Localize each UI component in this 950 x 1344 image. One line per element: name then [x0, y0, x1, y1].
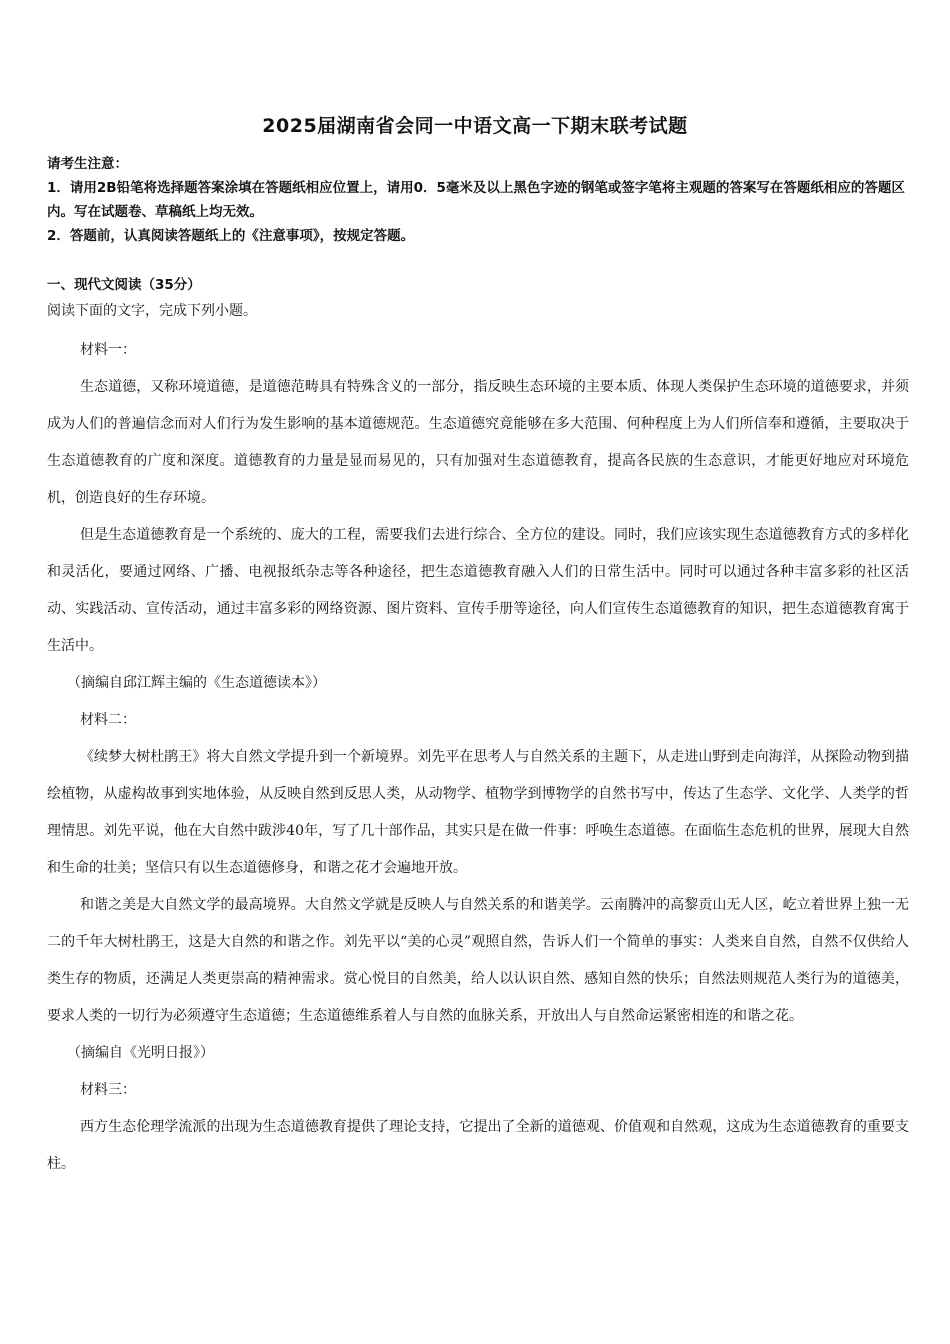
- reading-instruction: 阅读下面的文字，完成下列小题。: [47, 303, 257, 319]
- candidate-notice: [47, 152, 907, 248]
- notice-item-2: 2．答题前，认真阅读答题纸上的《注意事项》，按规定答题。: [47, 228, 415, 244]
- material-2-source: （摘编自《光明日报》）: [67, 1045, 214, 1061]
- reading-passage: [47, 298, 909, 1183]
- exam-title: 2025届湖南省会同一中语文高一下期末联考试题: [262, 115, 688, 137]
- material-2-paragraph-1: 《续梦大树杜鹃王》将大自然文学提升到一个新境界。刘先平在思考人与自然关系的主题下，从走进山野到走向海洋，从探险动物到描绘植物，从虚构故事到实地体验，从反映自然到反思人类，从动物学、植物学到博物学的自然书写中，传达了生态学、文化学、人类学的哲理情思。刘先平说，他在大自然中跋涉40年，写了几十部作品，其实只是在做一件事：呼唤生态道德。在面临生态危机的世界，展现大自然和生命的壮美；坚信只有以生态道德修身，和谐之花才会遍地开放。: [47, 749, 909, 876]
- material-1-source: （摘编自邱江辉主编的《生态道德读本》）: [67, 675, 326, 691]
- material-1-label: 材料一：: [80, 342, 136, 358]
- notice-heading: 请考生注意：: [47, 156, 128, 172]
- material-1-paragraph-2: 但是生态道德教育是一个系统的、庞大的工程，需要我们去进行综合、全方位的建设。同时，我们应该实现生态道德教育方式的多样化和灵活化，要通过网络、广播、电视报纸杂志等各种途径，把生态道德教育融入人们的日常生活中。同时可以通过各种丰富多彩的社区活动、实践活动、宣传活动，通过丰富多彩的网络资源、图片资料、宣传手册等途径，向人们宣传生态道德教育的知识，把生态道德教育寓于生活中。: [47, 527, 909, 654]
- material-2-paragraph-2: 和谐之美是大自然文学的最高境界。大自然文学就是反映人与自然关系的和谐美学。云南腾冲的高黎贡山无人区，屹立着世界上独一无二的千年大树杜鹃王，这是大自然的和谐之作。刘先平以“美的心灵”观照自然，告诉人们一个简单的事实：人类来自自然，自然不仅供给人类生存的物质，还满足人类更崇高的精神需求。赏心悦目的自然美，给人以认识自然、感知自然的快乐；自然法则规范人类行为的道德美，要求人类的一切行为必须遵守生态道德；生态道德维系着人与自然的血脉关系，开放出人与自然命运紧密相连的和谐之花。: [47, 897, 909, 1024]
- material-3-paragraph-1: 西方生态伦理学流派的出现为生态道德教育提供了理论支持，它提出了全新的道德观、价值观和自然观，这成为生态道德教育的重要支柱。: [47, 1119, 909, 1172]
- section-heading: 一、现代文阅读（35分）: [47, 277, 201, 293]
- notice-item-1: 1．请用2B铅笔将选择题答案涂填在答题纸相应位置上，请用0．5毫米及以上黑色字迹的钢笔或签字笔将主观题的答案写在答题纸相应的答题区内。写在试题卷、草稿纸上均无效。: [47, 180, 905, 220]
- material-1-paragraph-1: 生态道德，又称环境道德，是道德范畴具有特殊含义的一部分，指反映生态环境的主要本质、体现人类保护生态环境的道德要求，并须成为人们的普遍信念而对人们行为发生影响的基本道德规范。生态道德究竟能够在多大范围、何种程度上为人们所信奉和遵循，主要取决于生态道德教育的广度和深度。道德教育的力量是显而易见的，只有加强对生态道德教育，提高各民族的生态意识，才能更好地应对环境危机，创造良好的生存环境。: [47, 379, 909, 506]
- material-3-label: 材料三：: [80, 1082, 136, 1098]
- material-2-label: 材料二：: [80, 712, 136, 728]
